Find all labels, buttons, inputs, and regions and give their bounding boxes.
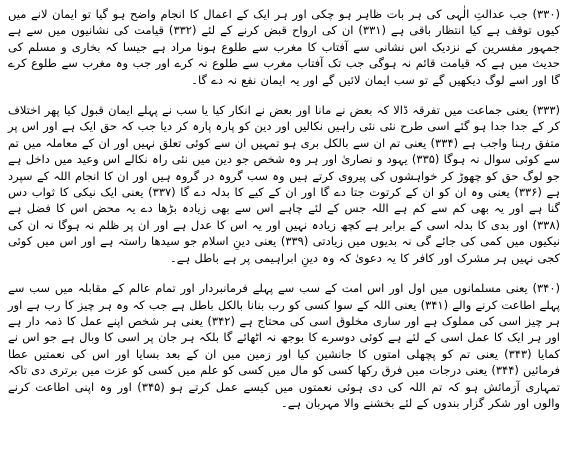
commentary-paragraph-2: (۳۳۳) یعنی جماعت میں تفرقہ ڈالا کہ بعض نے مانا اور بعض نے انکار کیا یا سب نے پہلے ایمان قبول کیا پھر اختلاف کر کے جدا جدا ہو گئے اسی طرح نئی نئی راہیں نکالیں اور دین کو پارہ پارہ کر دیا جب کہ حق ایک ہے اور اس پر متفق رہنا واجب ہے (۳۳۴) یعنی تم ان سے بالکل بری ہو تمہیں ان سے کوئی تعلق نہیں اور ان کے معاملہ میں تم سے کوئی سوال نہ ہوگا (۳۳۵) یہود و نصاریٰ اور ہر وہ شخص جو دین میں نئی راہ نکالے اس وعید میں داخل ہے جو لوگ حق کو چھوڑ کر خواہشوں کی پیروی کرتے ہیں وہ سب گروہ در گروہ ہیں اور ان کا انجام اللہ کے سپرد ہے (۳۳۶) یعنی وہ ان کو ان کے کرتوت جتا دے گا اور ان کے کیے کا بدلہ دے گا (۳۳۷) یعنی ایک نیکی کا ثواب دس گنا ہے اور یہ بھی کم سے کم ہے اللہ جس کے لئے چاہے اس سے بھی زیادہ بڑھا دے یہ محض اس کا فضل ہے (۳۳۸) اور بدی کا بدلہ اسی کے برابر ہے کچھ زیادہ نہیں اور یہ اس کا عدل ہے اور ان پر ظلم نہ ہوگا نہ ان کی نیکیوں میں کمی کی جائے گی نہ بدیوں میں زیادتی (۳۳۹) یعنی دینِ اسلام جو سیدھا راستہ ہے اور اس میں کوئی کجی نہیں ہر مشرک اور کافر کا یہ دعویٰ کہ وہ دینِ ابراہیمی پر ہے باطل ہے۔	[8, 103, 560, 265]
commentary-paragraph-3: (۳۴۰) یعنی مسلمانوں میں اول اور اس امت کے سب سے پہلے فرمانبردار اور تمام عالم کے مقابلہ میں سب سے پہلے اطاعت کرنے والے (۳۴۱) یعنی اللہ کے سوا کسی کو رب بنانا بالکل باطل ہے جب کہ وہ ہر چیز کا رب ہے اور ہر چیز اسی کی مملوک ہے اور ساری مخلوق اسی کی محتاج ہے (۳۴۲) یعنی ہر شخص اپنے عمل کا ذمہ دار ہے اور ہر ایک کا عمل اسی کے لئے ہے کوئی دوسرے کا بوجھ نہ اٹھائے گا بلکہ ہر جان پر اسی کا وبال ہے جو اس نے کمایا (۳۴۳) یعنی تم کو پچھلی امتوں کا جانشین کیا اور زمین میں ان کے بعد بسایا اور اس کی نعمتیں عطا فرمائیں (۳۴۴) یعنی درجات میں فرق رکھا کسی کو مال میں کسی کو علم میں کسی کو عزت میں برتری دی تاکہ تمہاری آزمائش ہو کہ تم اللہ کی دی ہوئی نعمتوں میں کیسے عمل کرتے ہو (۳۴۵) اور وہ اپنی اطاعت کرنے والوں اور شکر گزار بندوں کے لئے بخشنے والا مہربان ہے۔	[8, 281, 560, 410]
commentary-paragraph-1: (۳۳۰) جب عدالتِ الٰہی کی ہر بات ظاہر ہو چکی اور ہر ایک کے اعمال کا انجام واضح ہو گیا تو ایمان لانے میں کیوں توقف ہے کیا انتظار باقی ہے (۳۳۱) ان کی ارواح قبض کرنے کے لئے (۳۳۲) قیامت کی نشانیوں میں سے ہے جمہور مفسرین کے نزدیک اس نشانی سے آفتاب کا مغرب سے طلوع ہونا مراد ہے جیسا کہ بخاری و مسلم کی حدیث میں ہے کہ قیامت قائم نہ ہوگی جب تک آفتاب مغرب سے طلوع نہ کرے اور جب وہ مغرب سے طلوع کرے گا اور اسے لوگ دیکھیں گے تو سب ایمان لائیں گے اور یہ ایمان نفع نہ دے گا۔	[8, 7, 560, 87]
